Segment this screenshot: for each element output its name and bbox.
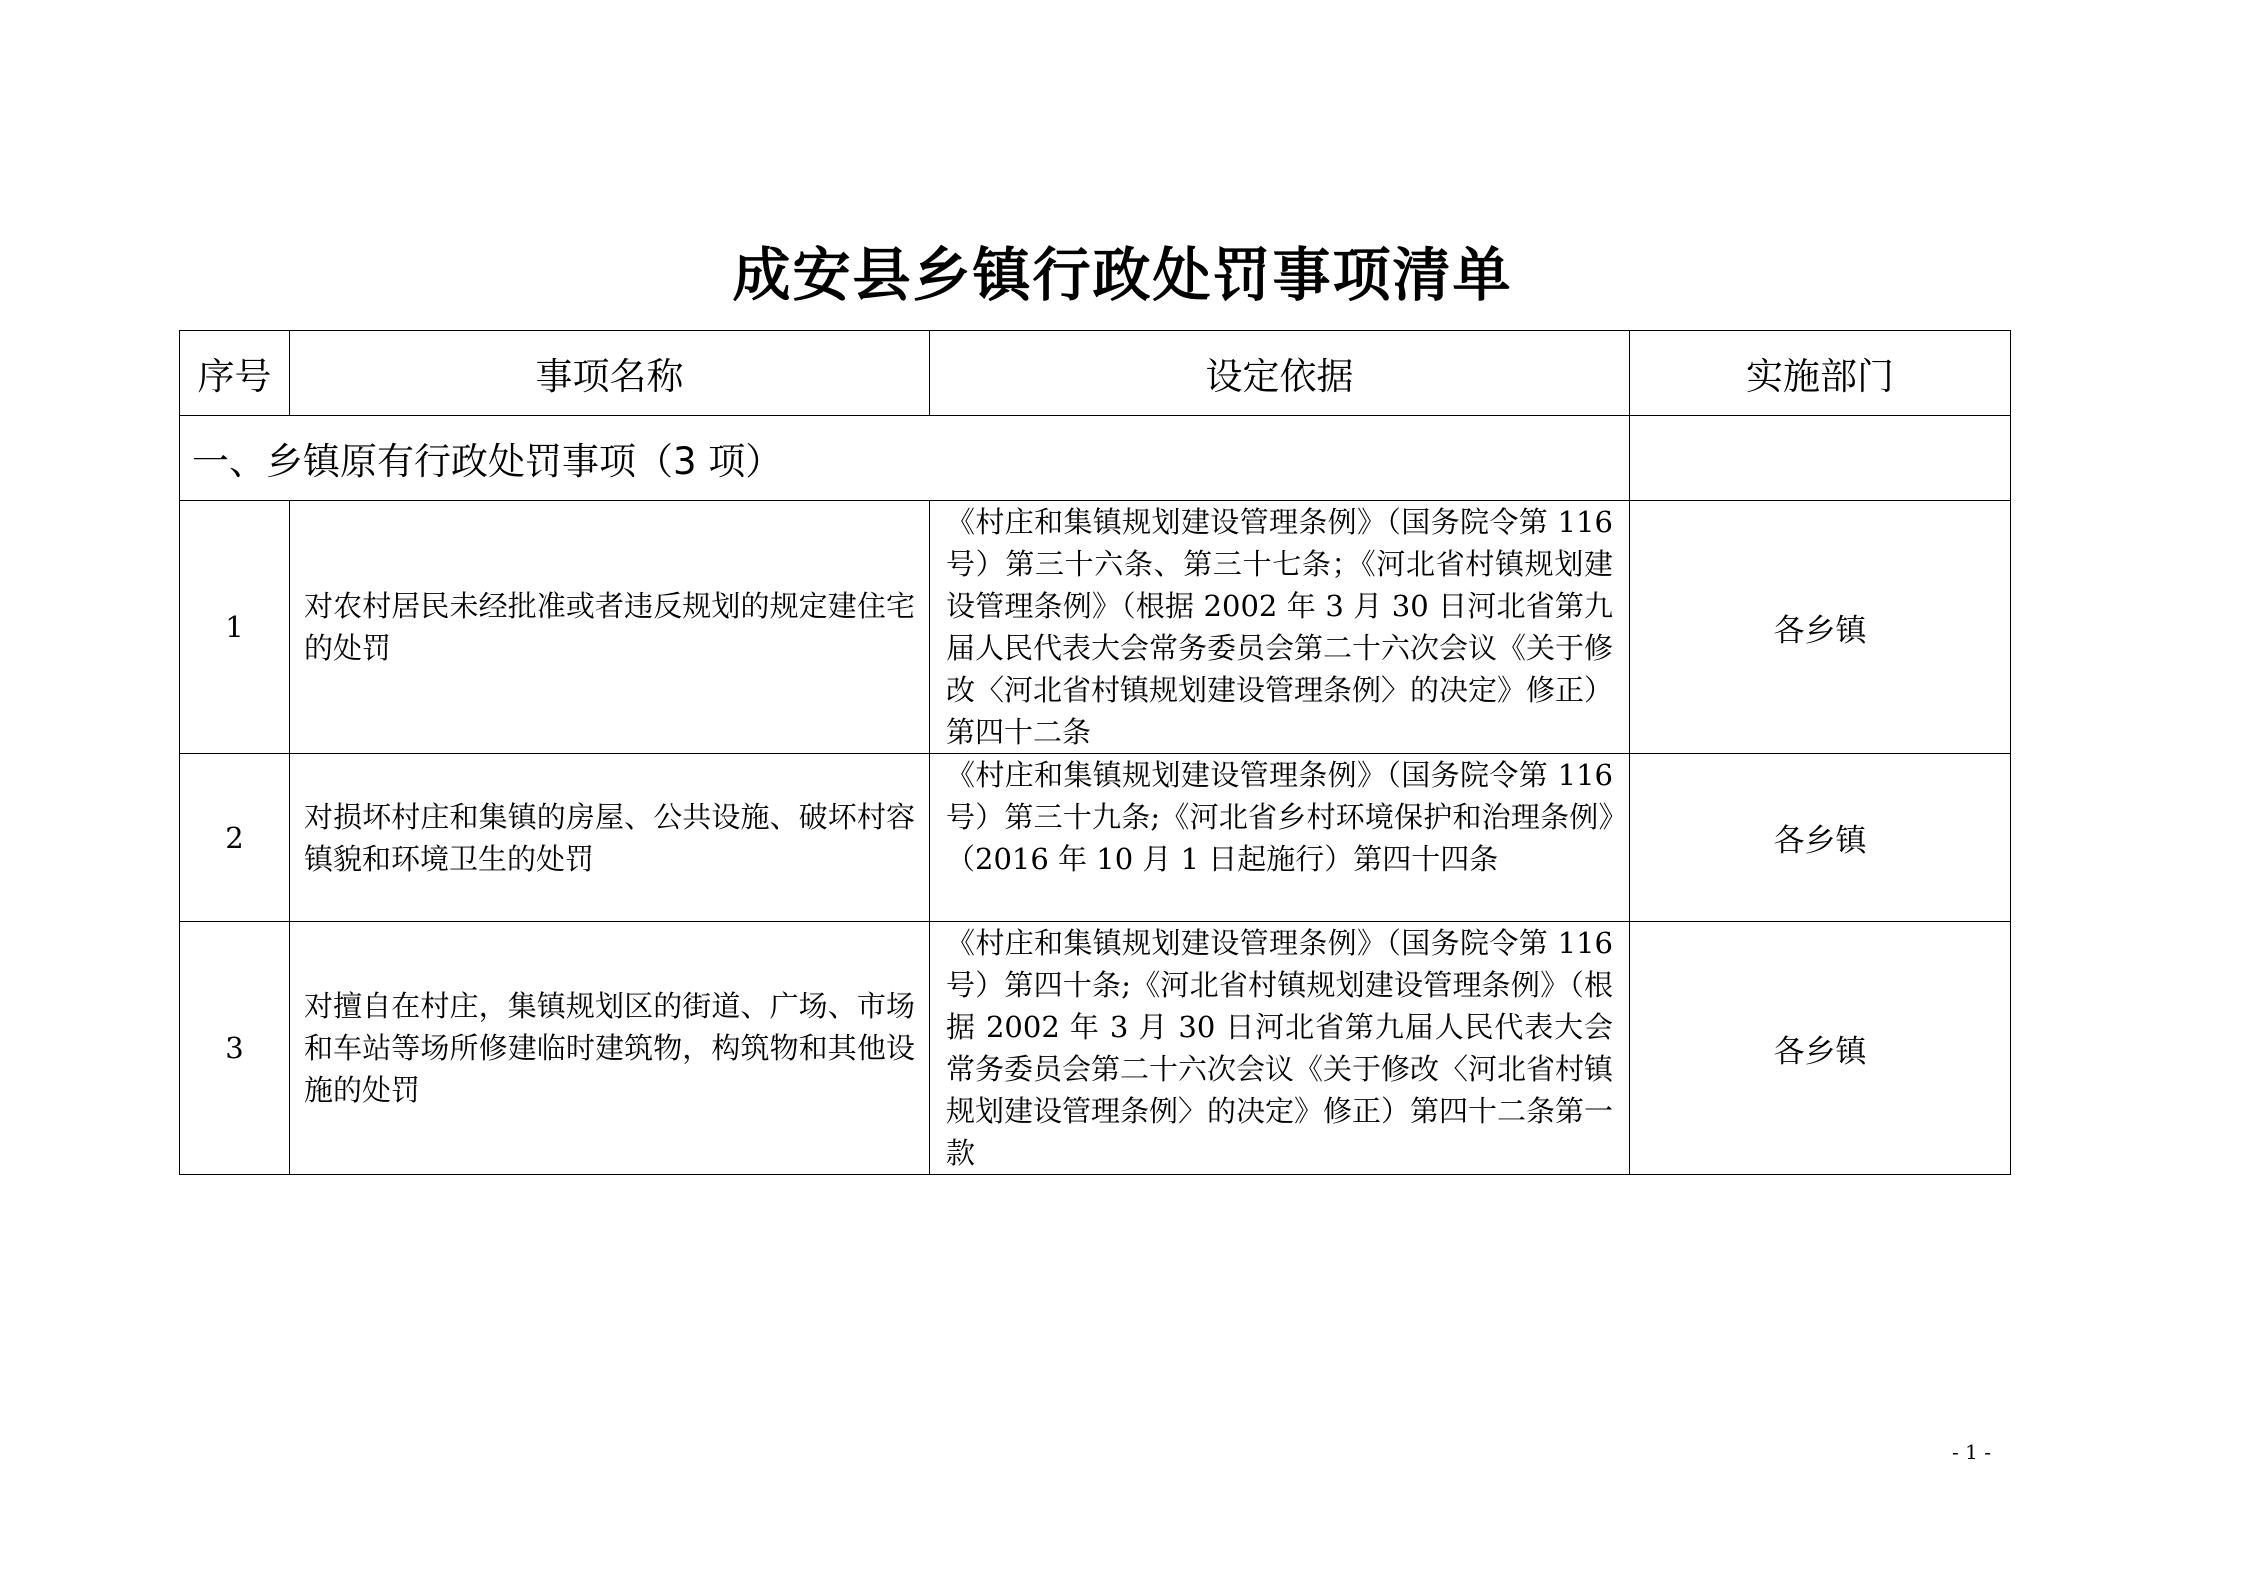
table-row (180, 501, 2011, 754)
row-legal-basis: 《村庄和集镇规划建设管理条例》（国务院令第 116 号）第三十九条;《河北省乡村环境保护和治理条例》（2016 年 10 月 1 日起施行）第四十四条 (930, 754, 1630, 922)
header-item-name: 事项名称 (290, 331, 930, 416)
row-legal-basis: 《村庄和集镇规划建设管理条例》（国务院令第 116 号）第三十六条、第三十七条；《河北省村镇规划建设管理条例》（根据 2002 年 3 月 30 日河北省第九届人民代表大会常务委员会第二十六次会议《关于修改〈河北省村镇规划建设管理条例〉的决定》修正）第四十二条 (930, 501, 1630, 754)
row-department: 各乡镇 (1630, 754, 2011, 922)
row-legal-basis: 《村庄和集镇规划建设管理条例》（国务院令第 116 号）第四十条;《河北省村镇规划建设管理条例》（根据 2002 年 3 月 30 日河北省第九届人民代表大会常务委员会第二十六次会议《关于修改〈河北省村镇规划建设管理条例〉的决定》修正）第四十二条第一款 (930, 922, 1630, 1175)
row-department: 各乡镇 (1630, 922, 2011, 1175)
table-row (180, 922, 2011, 1175)
penalty-items-table (179, 330, 2011, 1175)
row-item-name: 对农村居民未经批准或者违反规划的规定建住宅的处罚 (290, 501, 930, 754)
row-seq: 2 (180, 754, 290, 922)
row-item-name: 对擅自在村庄，集镇规划区的街道、广场、市场和车站等场所修建临时建筑物，构筑物和其他设施的处罚 (290, 922, 930, 1175)
header-legal-basis: 设定依据 (930, 331, 1630, 416)
row-department: 各乡镇 (1630, 501, 2011, 754)
row-seq: 3 (180, 922, 290, 1175)
table-header-row (180, 331, 2011, 416)
section-title: 一、乡镇原有行政处罚事项（3 项） (180, 416, 1630, 501)
section-empty-cell (1630, 416, 2011, 501)
row-item-name: 对损坏村庄和集镇的房屋、公共设施、破坏村容镇貌和环境卫生的处罚 (290, 754, 930, 922)
page-number: - 1 - (1952, 1440, 1991, 1464)
header-seq: 序号 (180, 331, 290, 416)
section-row (180, 416, 2011, 501)
table-row (180, 754, 2011, 922)
header-department: 实施部门 (1630, 331, 2011, 416)
row-seq: 1 (180, 501, 290, 754)
page-title: 成安县乡镇行政处罚事项清单 (732, 241, 1513, 309)
